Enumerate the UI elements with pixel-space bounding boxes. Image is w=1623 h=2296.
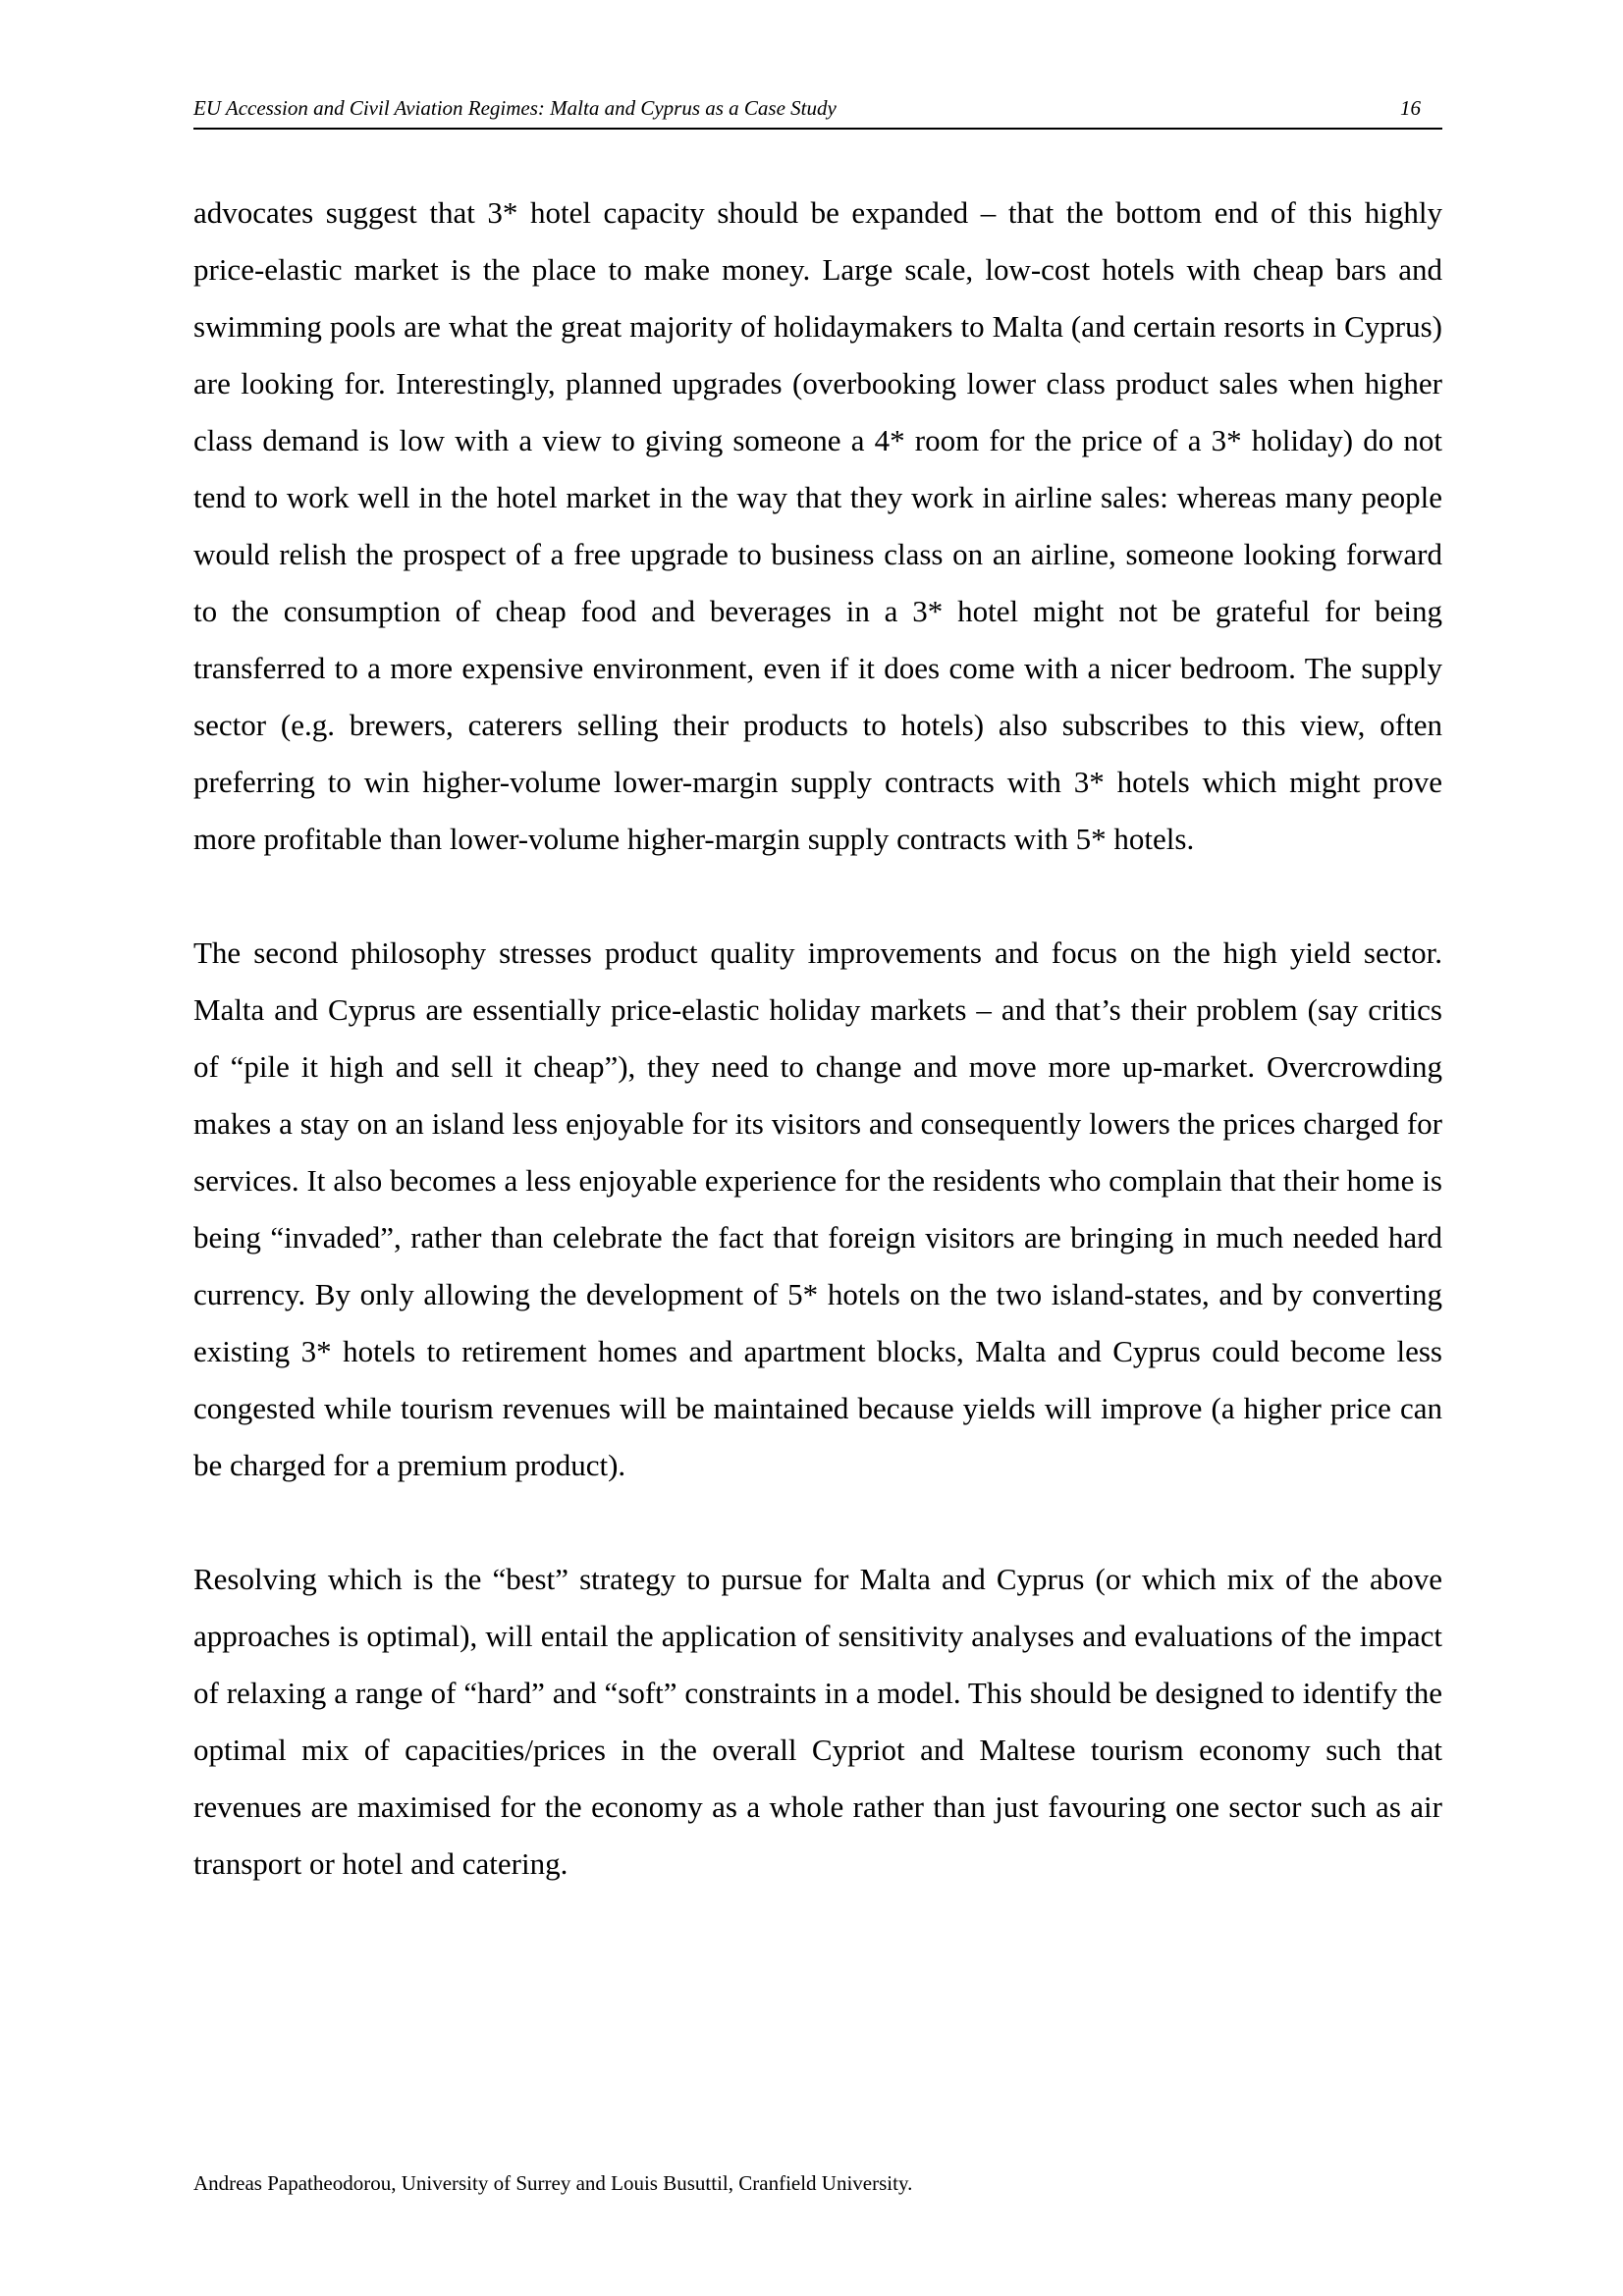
page-header: [193, 92, 1442, 130]
page-number: 16: [1400, 96, 1421, 120]
paragraph-1: advocates suggest that 3* hotel capacity should be expanded – that the bottom end of this highly price-elastic market is the place to make money. Large scale, low-cost hotels with cheap bars and swimming pools are what the great majority of holidaymakers to Malta (and certain resorts in Cyprus) are looking for. Interestingly, planned upgrades (overbooking lower class product sales when higher class demand is low with a view to giving someone a 4* room for the price of a 3* holiday) do not tend to work well in the hotel market in the way that they work in airline sales: whereas many people would relish the prospect of a free upgrade to business class on an airline, someone looking forward to the consumption of cheap food and beverages in a 3* hotel might not be grateful for being transferred to a more expensive environment, even if it does come with a nicer bedroom. The supply sector (e.g. brewers, caterers selling their products to hotels) also subscribes to this view, often preferring to win higher-volume lower-margin supply contracts with 3* hotels which might prove more profitable than lower-volume higher-margin supply contracts with 5* hotels.: [193, 195, 1442, 856]
paragraph-3: Resolving which is the “best” strategy to pursue for Malta and Cyprus (or which mix of the above approaches is optimal), will entail the application of sensitivity analyses and evaluations of the impact of relaxing a range of “hard” and “soft” constraints in a model. This should be designed to identify the optimal mix of capacities/prices in the overall Cypriot and Maltese tourism economy such that revenues are maximised for the economy as a whole rather than just favouring one sector such as air transport or hotel and catering.: [193, 1562, 1442, 1881]
body-text: [193, 185, 1442, 1949]
running-title: EU Accession and Civil Aviation Regimes: Malta and Cyprus as a Case Study: [193, 96, 837, 120]
page-footer: Andreas Papatheodorou, University of Surrey and Louis Busuttil, Cranfield University.: [193, 2171, 913, 2195]
paragraph-2: The second philosophy stresses product quality improvements and focus on the high yield sector. Malta and Cyprus are essentially price-elastic holiday markets – and that’s their problem (say critics of “pile it high and sell it cheap”), they need to change and move more up-market. Overcrowding makes a stay on an island less enjoyable for its visitors and consequently lowers the prices charged for services. It also becomes a less enjoyable experience for the residents who complain that their home is being “invaded”, rather than celebrate the fact that foreign visitors are bringing in much needed hard currency. By only allowing the development of 5* hotels on the two island-states, and by converting existing 3* hotels to retirement homes and apartment blocks, Malta and Cyprus could become less congested while tourism revenues will be maintained because yields will improve (a higher price can be charged for a premium product).: [193, 935, 1442, 1482]
